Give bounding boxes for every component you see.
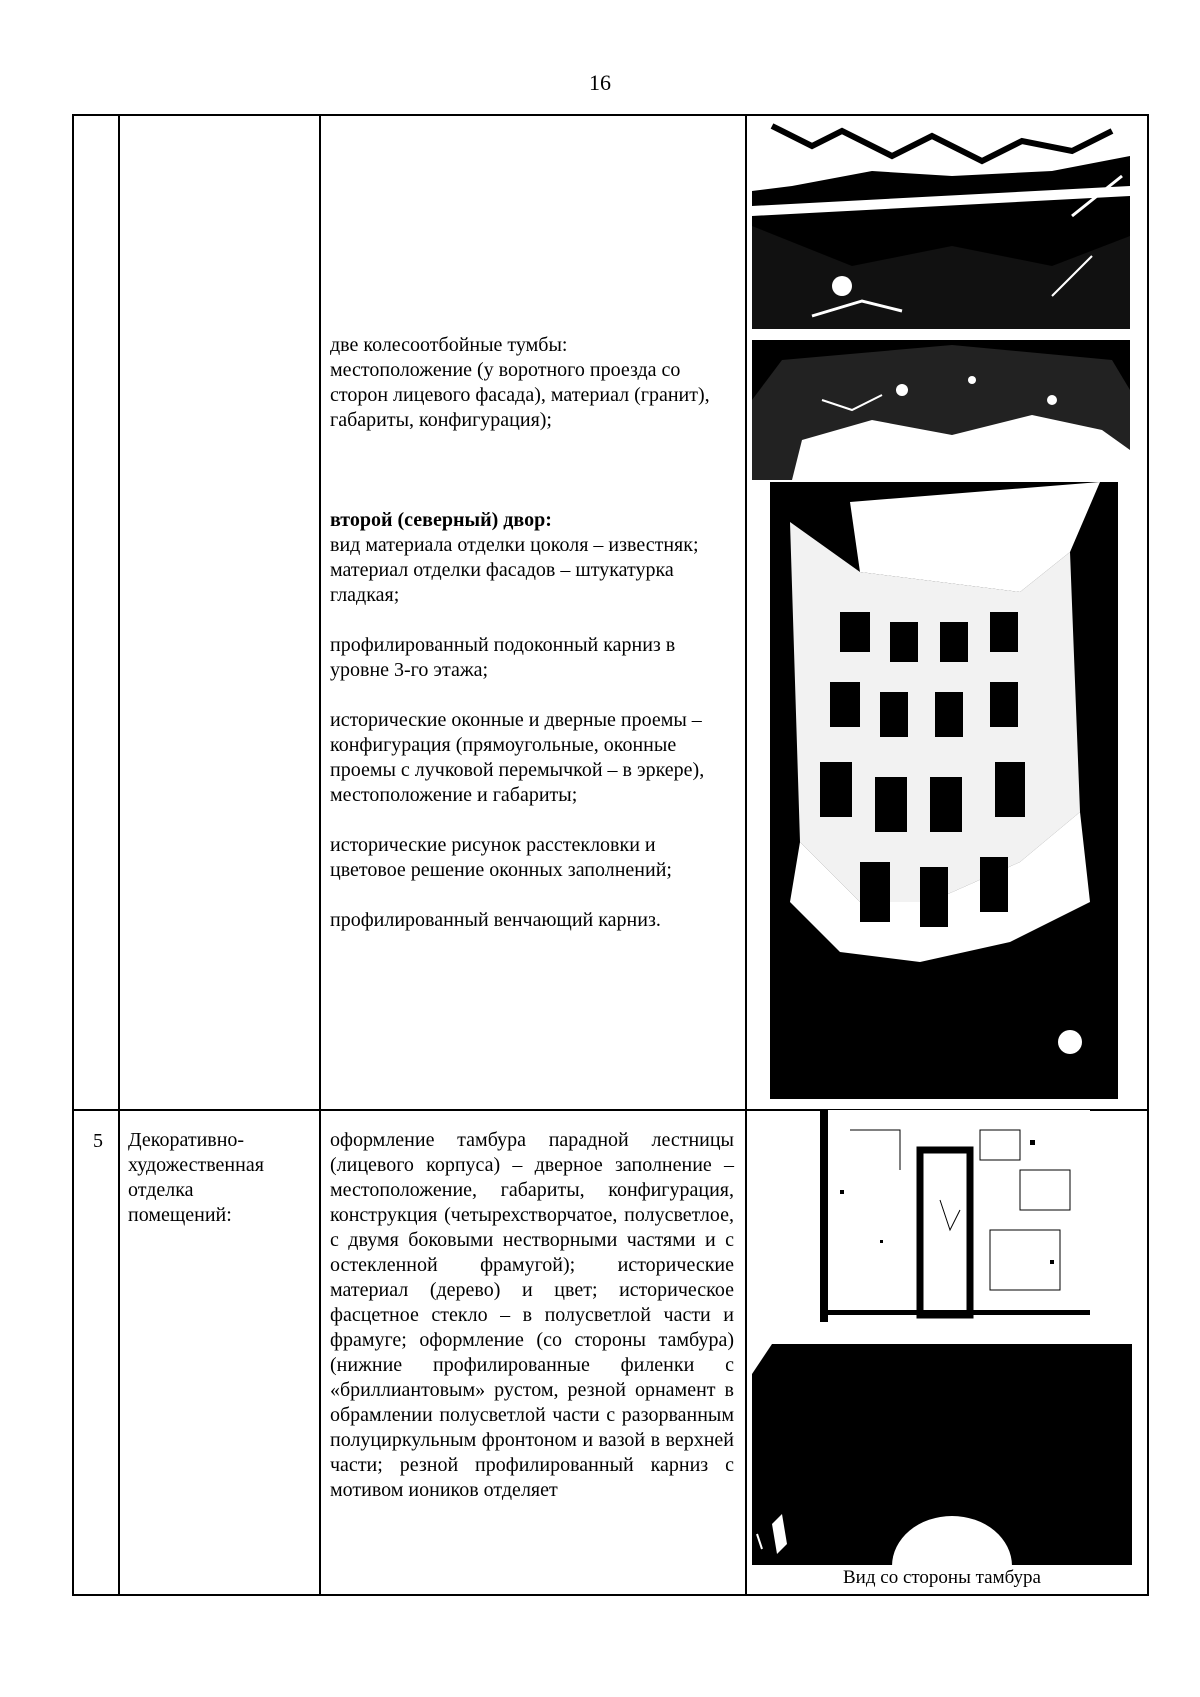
tumby-paragraph bbox=[330, 333, 735, 433]
courtyard-materials bbox=[330, 533, 735, 608]
tumby-details: местоположение (у воротного проезда со сторон лицевого фасада), материал (гранит), габариты, конфигурация); bbox=[330, 359, 710, 431]
upper-row-description bbox=[330, 333, 735, 958]
photo-caption: Вид со стороны тамбура bbox=[752, 1565, 1132, 1591]
column-divider-3 bbox=[745, 114, 747, 1596]
list-item: профилированный подоконный карниз в уровне 3-го этажа; bbox=[330, 634, 676, 681]
list-item: профилированный венчающий карниз. bbox=[330, 909, 661, 931]
table-bottom-border bbox=[72, 1594, 1149, 1596]
north-courtyard-photo bbox=[770, 482, 1118, 1099]
granite-bollard-photo bbox=[752, 340, 1130, 480]
tumby-line: две колесоотбойные тумбы: bbox=[330, 334, 568, 356]
facade-material: материал отделки фасадов – штукатурка гладкая; bbox=[330, 559, 674, 606]
page-number: 16 bbox=[589, 70, 611, 95]
section-title-line: художественная bbox=[128, 1154, 264, 1176]
section-title-line: помещений: bbox=[128, 1204, 232, 1226]
vestibule-photo bbox=[752, 1344, 1132, 1566]
plinth-material: вид материала отделки цоколя – известняк; bbox=[330, 534, 699, 556]
vestibule-description: оформление тамбура парадной лестницы (лицевого корпуса) – дверное заполнение – местоположение, габариты, конфигурация, конструкция (четырехстворчатое, полусветлое, с двумя боковыми нестворными частями и с остекленной фрамугой); исторические материал (дерево) и цвет; историческое фасцетное стекло – в полусветлой части и фрамуге; оформление (со стороны тамбура) (нижние профилированные филенки с «бриллиантовым» рустом, резной орнамент в обрамлении полусветлой части с разорванным полуциркульным фронтоном и вазой в верхней части; резной профилированный карниз с мотивом иоников отделяет bbox=[330, 1129, 734, 1501]
column-divider-2 bbox=[319, 114, 321, 1596]
floor-plan-image bbox=[820, 1110, 1090, 1322]
section-title-line: Декоративно- bbox=[128, 1129, 245, 1151]
row-number: 5 bbox=[93, 1130, 103, 1152]
vaulted-ceiling-photo bbox=[752, 116, 1130, 329]
section-title bbox=[128, 1128, 303, 1228]
courtyard-title: второй (северный) двор: bbox=[330, 509, 552, 531]
list-item: исторические рисунок расстекловки и цветовое решение оконных заполнений; bbox=[330, 834, 672, 881]
table-left-border bbox=[72, 114, 74, 1596]
table-right-border bbox=[1147, 114, 1149, 1596]
section-title-line: отделка bbox=[128, 1179, 194, 1201]
list-item: исторические оконные и дверные проемы – конфигурация (прямоугольные, оконные проемы с лучковой перемычкой – в эркере), местоположение и габариты; bbox=[330, 709, 705, 806]
column-divider-1 bbox=[118, 114, 120, 1596]
